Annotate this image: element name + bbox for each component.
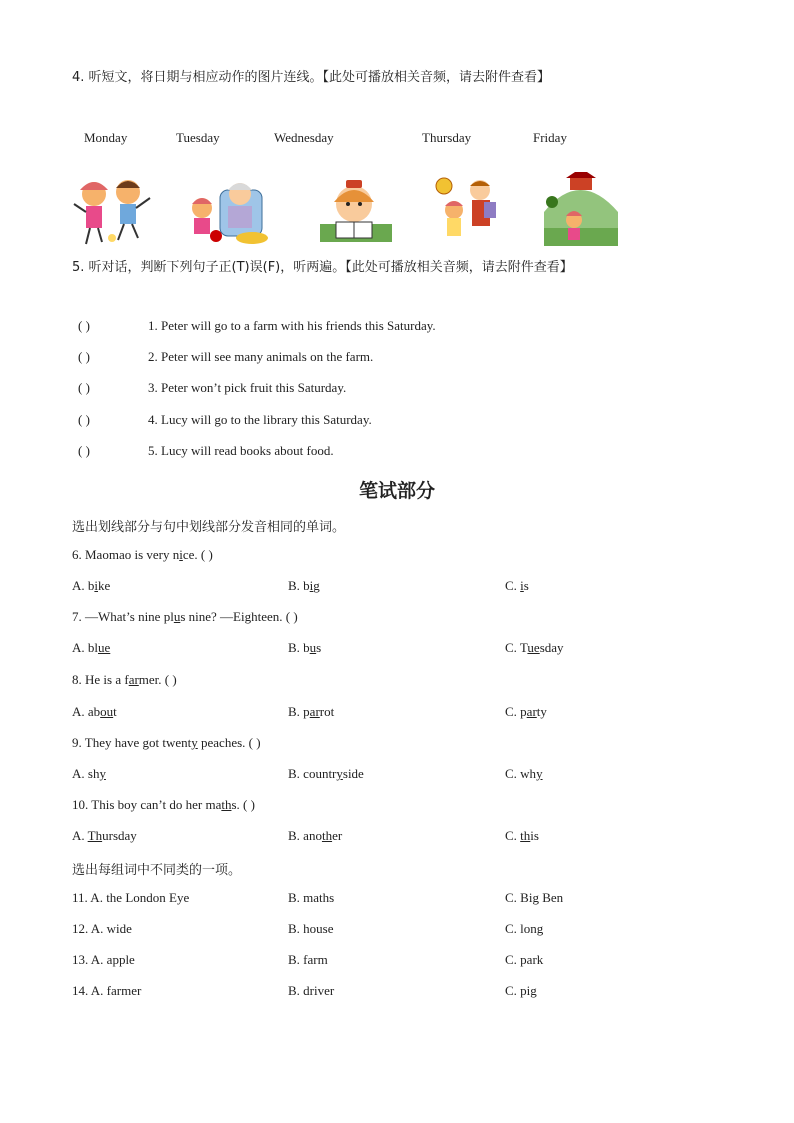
visiting-grandma-picture (180, 172, 270, 246)
reading-book-picture (316, 172, 396, 246)
tf-item-1 (78, 318, 436, 334)
tf-item-text: 1. Peter will go to a farm with his friends this Saturday. (148, 318, 436, 333)
q8-option-b[interactable]: B. parrot (288, 704, 335, 719)
q12-option-a[interactable]: 12. A. wide (72, 921, 132, 936)
q9-option-c[interactable]: C. why (505, 766, 543, 781)
answer-blank[interactable]: ( ) (78, 380, 90, 395)
q14-option-c[interactable]: C. pig (505, 983, 537, 998)
tf-item-text: 5. Lucy will read books about food. (148, 443, 334, 458)
answer-blank[interactable]: ( ) (78, 412, 90, 427)
day-friday: Friday (533, 130, 567, 145)
tf-item-text: 4. Lucy will go to the library this Saturday. (148, 412, 372, 427)
answer-blank[interactable]: ( ) (78, 349, 90, 364)
part2-instruction: 选出每组词中不同类的一项。 (72, 863, 242, 878)
q11-option-a[interactable]: 11. A. the London Eye (72, 890, 190, 905)
q10-option-b[interactable]: B. another (288, 828, 343, 843)
tf-item-4 (78, 412, 372, 428)
q9-option-b[interactable]: B. countryside (288, 766, 364, 781)
q7-option-b[interactable]: B. bus (288, 640, 322, 655)
tf-item-3 (78, 380, 346, 396)
q9-option-a[interactable]: A. shy (72, 766, 106, 781)
day-wednesday: Wednesday (274, 130, 334, 145)
q13-option-b[interactable]: B. farm (288, 952, 328, 967)
q6-option-a[interactable]: A. bike (72, 578, 111, 593)
q14-option-a[interactable]: 14. A. farmer (72, 983, 142, 998)
q10-option-a[interactable]: A. Thursday (72, 828, 137, 843)
q8-stem: 8. He is a farmer. ( ) (72, 672, 177, 687)
part1-instruction: 选出划线部分与句中划线部分发音相同的单词。 (72, 520, 346, 535)
q14-option-b[interactable]: B. driver (288, 983, 335, 998)
tf-item-5 (78, 443, 334, 459)
picnic-basket-picture (432, 172, 502, 246)
day-tuesday: Tuesday (176, 130, 220, 145)
section-title: 笔试部分 (358, 480, 435, 502)
answer-blank[interactable]: ( ) (78, 443, 90, 458)
day-monday: Monday (84, 130, 128, 145)
tf-item-2 (78, 349, 373, 365)
q13-option-c[interactable]: C. park (505, 952, 544, 967)
q9-stem: 9. They have got twenty peaches. ( ) (72, 735, 261, 750)
q10-stem: 10. This boy can’t do her maths. ( ) (72, 797, 255, 812)
q6-option-b[interactable]: B. big (288, 578, 320, 593)
q7-option-c[interactable]: C. Tuesday (505, 640, 564, 655)
answer-blank[interactable]: ( ) (78, 318, 90, 333)
q6-stem: 6. Maomao is very nice. ( ) (72, 547, 213, 562)
q12-option-c[interactable]: C. long (505, 921, 544, 936)
q11-option-b[interactable]: B. maths (288, 890, 335, 905)
q4-instruction: 4. 听短文，将日期与相应动作的图片连线。【此处可播放相关音频，请去附件查看】 (72, 70, 551, 85)
day-thursday: Thursday (422, 130, 472, 145)
q12-option-b[interactable]: B. house (288, 921, 334, 936)
q7-option-a[interactable]: A. blue (72, 640, 111, 655)
q11-option-c[interactable]: C. Big Ben (505, 890, 564, 905)
q13-option-a[interactable]: 13. A. apple (72, 952, 135, 967)
q7-stem: 7. —What’s nine plus nine? —Eighteen. ( ) (72, 609, 298, 624)
tf-item-text: 3. Peter won’t pick fruit this Saturday. (148, 380, 347, 395)
kids-playing-picture (72, 172, 152, 246)
q5-instruction: 5. 听对话，判断下列句子正(T)误(F)，听两遍。【此处可播放相关音频，请去附件查看】 (72, 260, 573, 275)
park-hill-picture (544, 172, 618, 246)
q8-option-a[interactable]: A. about (72, 704, 117, 719)
q6-option-c[interactable]: C. is (505, 578, 529, 593)
q10-option-c[interactable]: C. this (505, 828, 539, 843)
tf-item-text: 2. Peter will see many animals on the farm. (148, 349, 374, 364)
q8-option-c[interactable]: C. party (505, 704, 547, 719)
